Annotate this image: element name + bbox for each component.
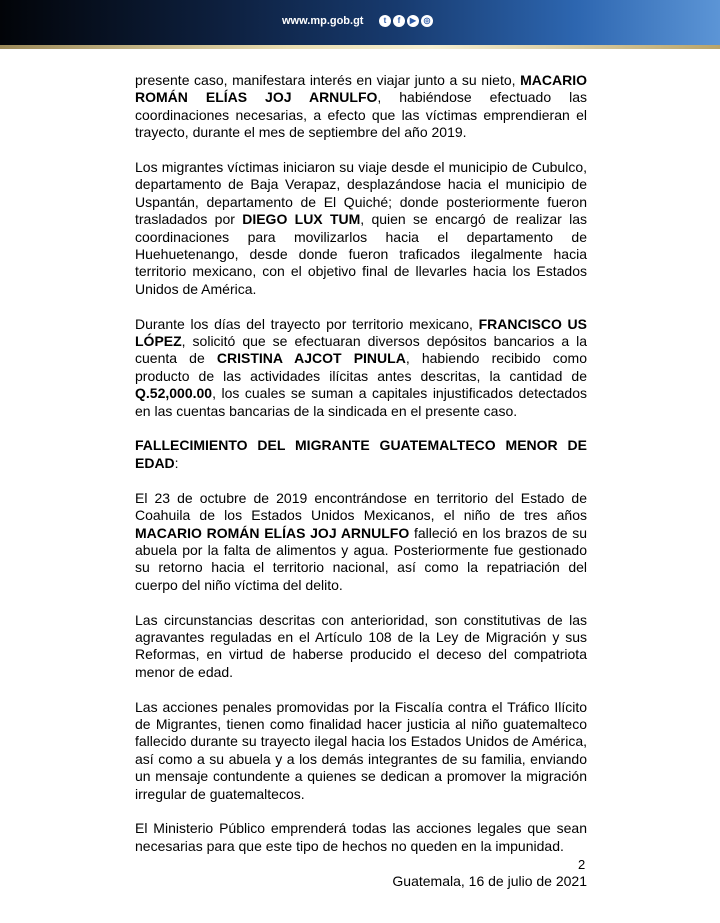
heading-text: FALLECIMIENTO DEL MIGRANTE GUATEMALTECO MENOR DE EDAD — [135, 437, 587, 471]
text: presente caso, manifestara interés en viajar junto a su nieto, — [135, 72, 521, 88]
paragraph: Las acciones penales promovidas por la Fiscalía contra el Tráfico Ilícito de Migrantes, tienen como finalidad hacer justicia al niño guatemalteco fallecido durante su trayecto ilegal hacia los Estados Unidos de América, así como a su abuela y a los demás integrantes de su familia, enviando un mensaje contundente a quienes se dedican a promover la migración irregular de guatemaltecos. — [135, 698, 587, 802]
text: : — [174, 454, 179, 471]
text: El 23 de octubre de 2019 encontrándose en territorio del Estado de Coahuila de los Estados Unidos Mexicanos, el niño de tres años — [135, 489, 587, 524]
bold-amount: Q.52,000.00 — [135, 385, 213, 402]
document-body — [135, 72, 587, 907]
facebook-icon[interactable]: f — [393, 15, 405, 27]
instagram-icon[interactable]: ◎ — [421, 15, 433, 27]
paragraph — [135, 72, 587, 142]
paragraph: Las circunstancias descritas con anterioridad, son constitutivas de las agravantes reguladas en el Artículo 108 de la Ley de Migración y sus Reformas, en virtud de haberse producido el deceso del compatriota menor de edad. — [135, 611, 587, 680]
paragraph — [135, 316, 587, 420]
text: , solicitó que se efectuaran diversos depósitos bancarios a la cuenta de — [135, 333, 587, 367]
text: Los migrantes víctimas iniciaron su viaje desde el municipio de Cubulco, departamento de Baja Verapaz, desplazándose hacia el municipio de Uspantán, departamento de El Quiché; donde posteriormente fueron trasladados por — [135, 159, 587, 228]
paragraph — [135, 159, 587, 298]
paragraph: El Ministerio Público emprenderá todas las acciones legales que sean necesarias para que este tipo de hechos no queden en la impunidad. — [135, 820, 587, 854]
youtube-icon[interactable]: ▶ — [407, 15, 419, 27]
date-line: Guatemala, 16 de julio de 2021 — [392, 872, 587, 889]
twitter-icon[interactable]: t — [379, 15, 391, 27]
text: falleció en los brazos de su abuela por la falta de alimentos y agua. Posteriormente fue gestionado su retorno hacia el territorio nacional, así como la repatriación del cuerpo del niño víctima del delito. — [135, 524, 587, 593]
bold-name: MACARIO ROMÁN ELÍAS JOJ ARNULFO — [135, 524, 410, 541]
page-header-banner — [0, 0, 720, 45]
gold-divider — [0, 45, 720, 49]
text: Durante los días del trayecto por territorio mexicano, — [135, 315, 479, 332]
text: , habiéndose efectuado las coordinaciones necesarias, a efecto que las víctimas emprendieran el trayecto, durante el mes de septiembre del año 2019. — [135, 89, 587, 141]
bold-name: CRISTINA AJCOT PINULA — [216, 350, 406, 367]
page-number: 2 — [578, 857, 586, 872]
website-link[interactable]: www.mp.gob.gt — [282, 15, 364, 27]
social-icons — [379, 15, 433, 27]
text: , habiendo recibido como producto de las actividades ilícitas antes descritas, la cantidad de — [135, 350, 587, 384]
text: , quien se encargó de realizar las coordinaciones para movilizarlos hacia el departamento de Huehuetenango, desde donde fueron traficados ilegalmente hacia territorio mexicano, con el objetivo final de llevarles hacia los Estados Unidos de América. — [135, 211, 587, 297]
bold-name: FRANCISCO US LÓPEZ — [135, 315, 587, 350]
bold-name: MACARIO ROMÁN ELÍAS JOJ ARNULFO — [135, 72, 587, 106]
section-heading — [135, 437, 587, 472]
bold-name: DIEGO LUX TUM — [242, 211, 361, 228]
paragraph — [135, 490, 587, 594]
text: , los cuales se suman a capitales injustificados detectados en las cuentas bancarias de la sindicada en el presente caso. — [135, 385, 587, 419]
